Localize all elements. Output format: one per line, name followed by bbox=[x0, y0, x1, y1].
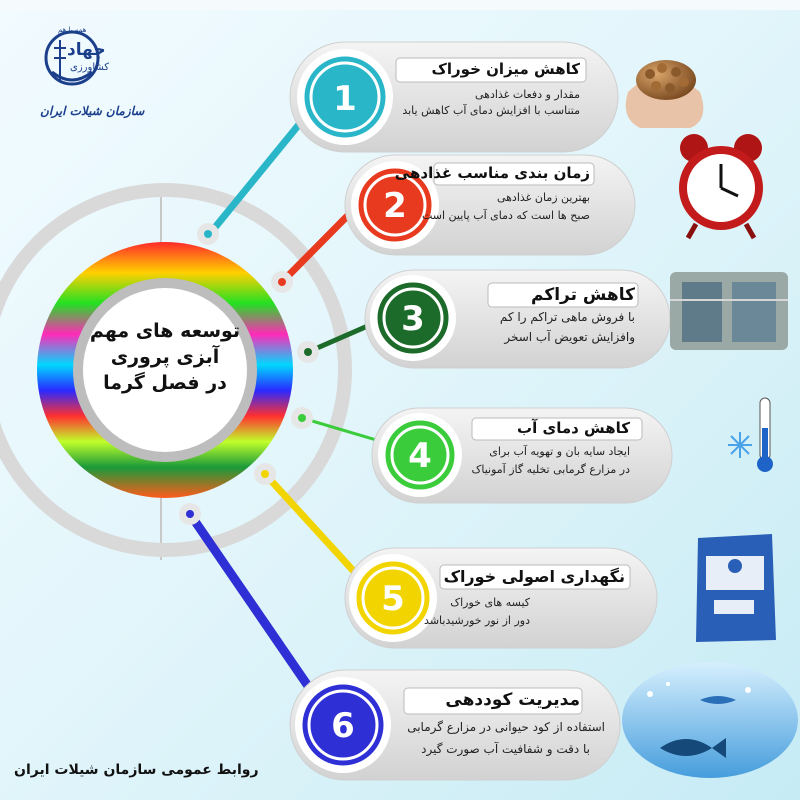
item-desc-3-line-1: با فروش ماهی تراکم را کم bbox=[499, 310, 635, 324]
item-desc-2-line-1: بهترین زمان غذادهی bbox=[496, 191, 590, 204]
item-desc-1-line-2: متناسب با افزایش دمای آب کاهش یابد bbox=[402, 104, 580, 117]
organization-name: سازمان شیلات ایران bbox=[40, 104, 145, 118]
item-title-3: کاهش تراکم bbox=[530, 285, 635, 305]
center-heading bbox=[80, 318, 250, 396]
item-desc-4-line-2: در مزارع گرمابی تخلیه گاز آمونیاک bbox=[471, 463, 630, 476]
item-desc-6-line-2: با دقت و شفافیت آب صورت گیرد bbox=[421, 742, 590, 756]
item-desc-6-line-1: استفاده از کود حیوانی در مزارع گرمابی bbox=[407, 720, 605, 734]
item-desc-5-line-2: دور از نور خورشیدباشد bbox=[424, 614, 530, 627]
logo-title: جهاد bbox=[67, 40, 106, 60]
top-border bbox=[0, 0, 800, 10]
item-desc-2-line-2: صبح ها است که دمای آب پایین است bbox=[421, 209, 590, 222]
item-desc-4-line-1: ایجاد سایه بان و تهویه آب برای bbox=[489, 445, 630, 458]
item-desc-3-line-2: وافزایش تعویض آب اسخر bbox=[504, 330, 635, 344]
item-title-2: زمان بندی مناسب غذادهی bbox=[394, 164, 590, 182]
alarm-clock-image bbox=[679, 134, 763, 238]
item-number-6: 6 bbox=[331, 706, 355, 746]
center-heading-line-1: توسعه های مهم bbox=[89, 320, 241, 342]
item-title-6: مدیریت کوددهی bbox=[445, 690, 580, 710]
logo-subtitle: کشاورزی bbox=[70, 62, 110, 73]
footer-credit: روابط عمومی سازمان شیلات ایران bbox=[14, 762, 259, 778]
thermometer-snowflake-image bbox=[728, 398, 773, 472]
item-number-5: 5 bbox=[381, 579, 405, 619]
underwater-fish-image bbox=[622, 662, 798, 778]
item-number-4: 4 bbox=[408, 436, 432, 476]
item-number-2: 2 bbox=[383, 186, 407, 226]
item-title-1: کاهش میزان خوراک bbox=[431, 60, 580, 78]
item-number-3: 3 bbox=[401, 299, 425, 339]
item-desc-5-line-1: کیسه های خوراک bbox=[450, 596, 530, 609]
feed-pellets-image bbox=[626, 60, 704, 128]
item-title-4: کاهش دمای آب bbox=[517, 419, 630, 437]
item-title-5: نگهداری اصولی خوراک bbox=[443, 567, 625, 586]
item-number-1: 1 bbox=[333, 79, 357, 119]
logo-slogan: همه با هم bbox=[58, 26, 87, 34]
center-heading-line-2: آبزی پروری bbox=[110, 346, 220, 368]
center-heading-line-3: در فصل گرما bbox=[103, 372, 227, 394]
item-desc-1-line-1: مقدار و دفعات غذادهی bbox=[474, 88, 580, 101]
fish-pond-image bbox=[670, 272, 788, 350]
feed-bag-image bbox=[696, 534, 776, 642]
